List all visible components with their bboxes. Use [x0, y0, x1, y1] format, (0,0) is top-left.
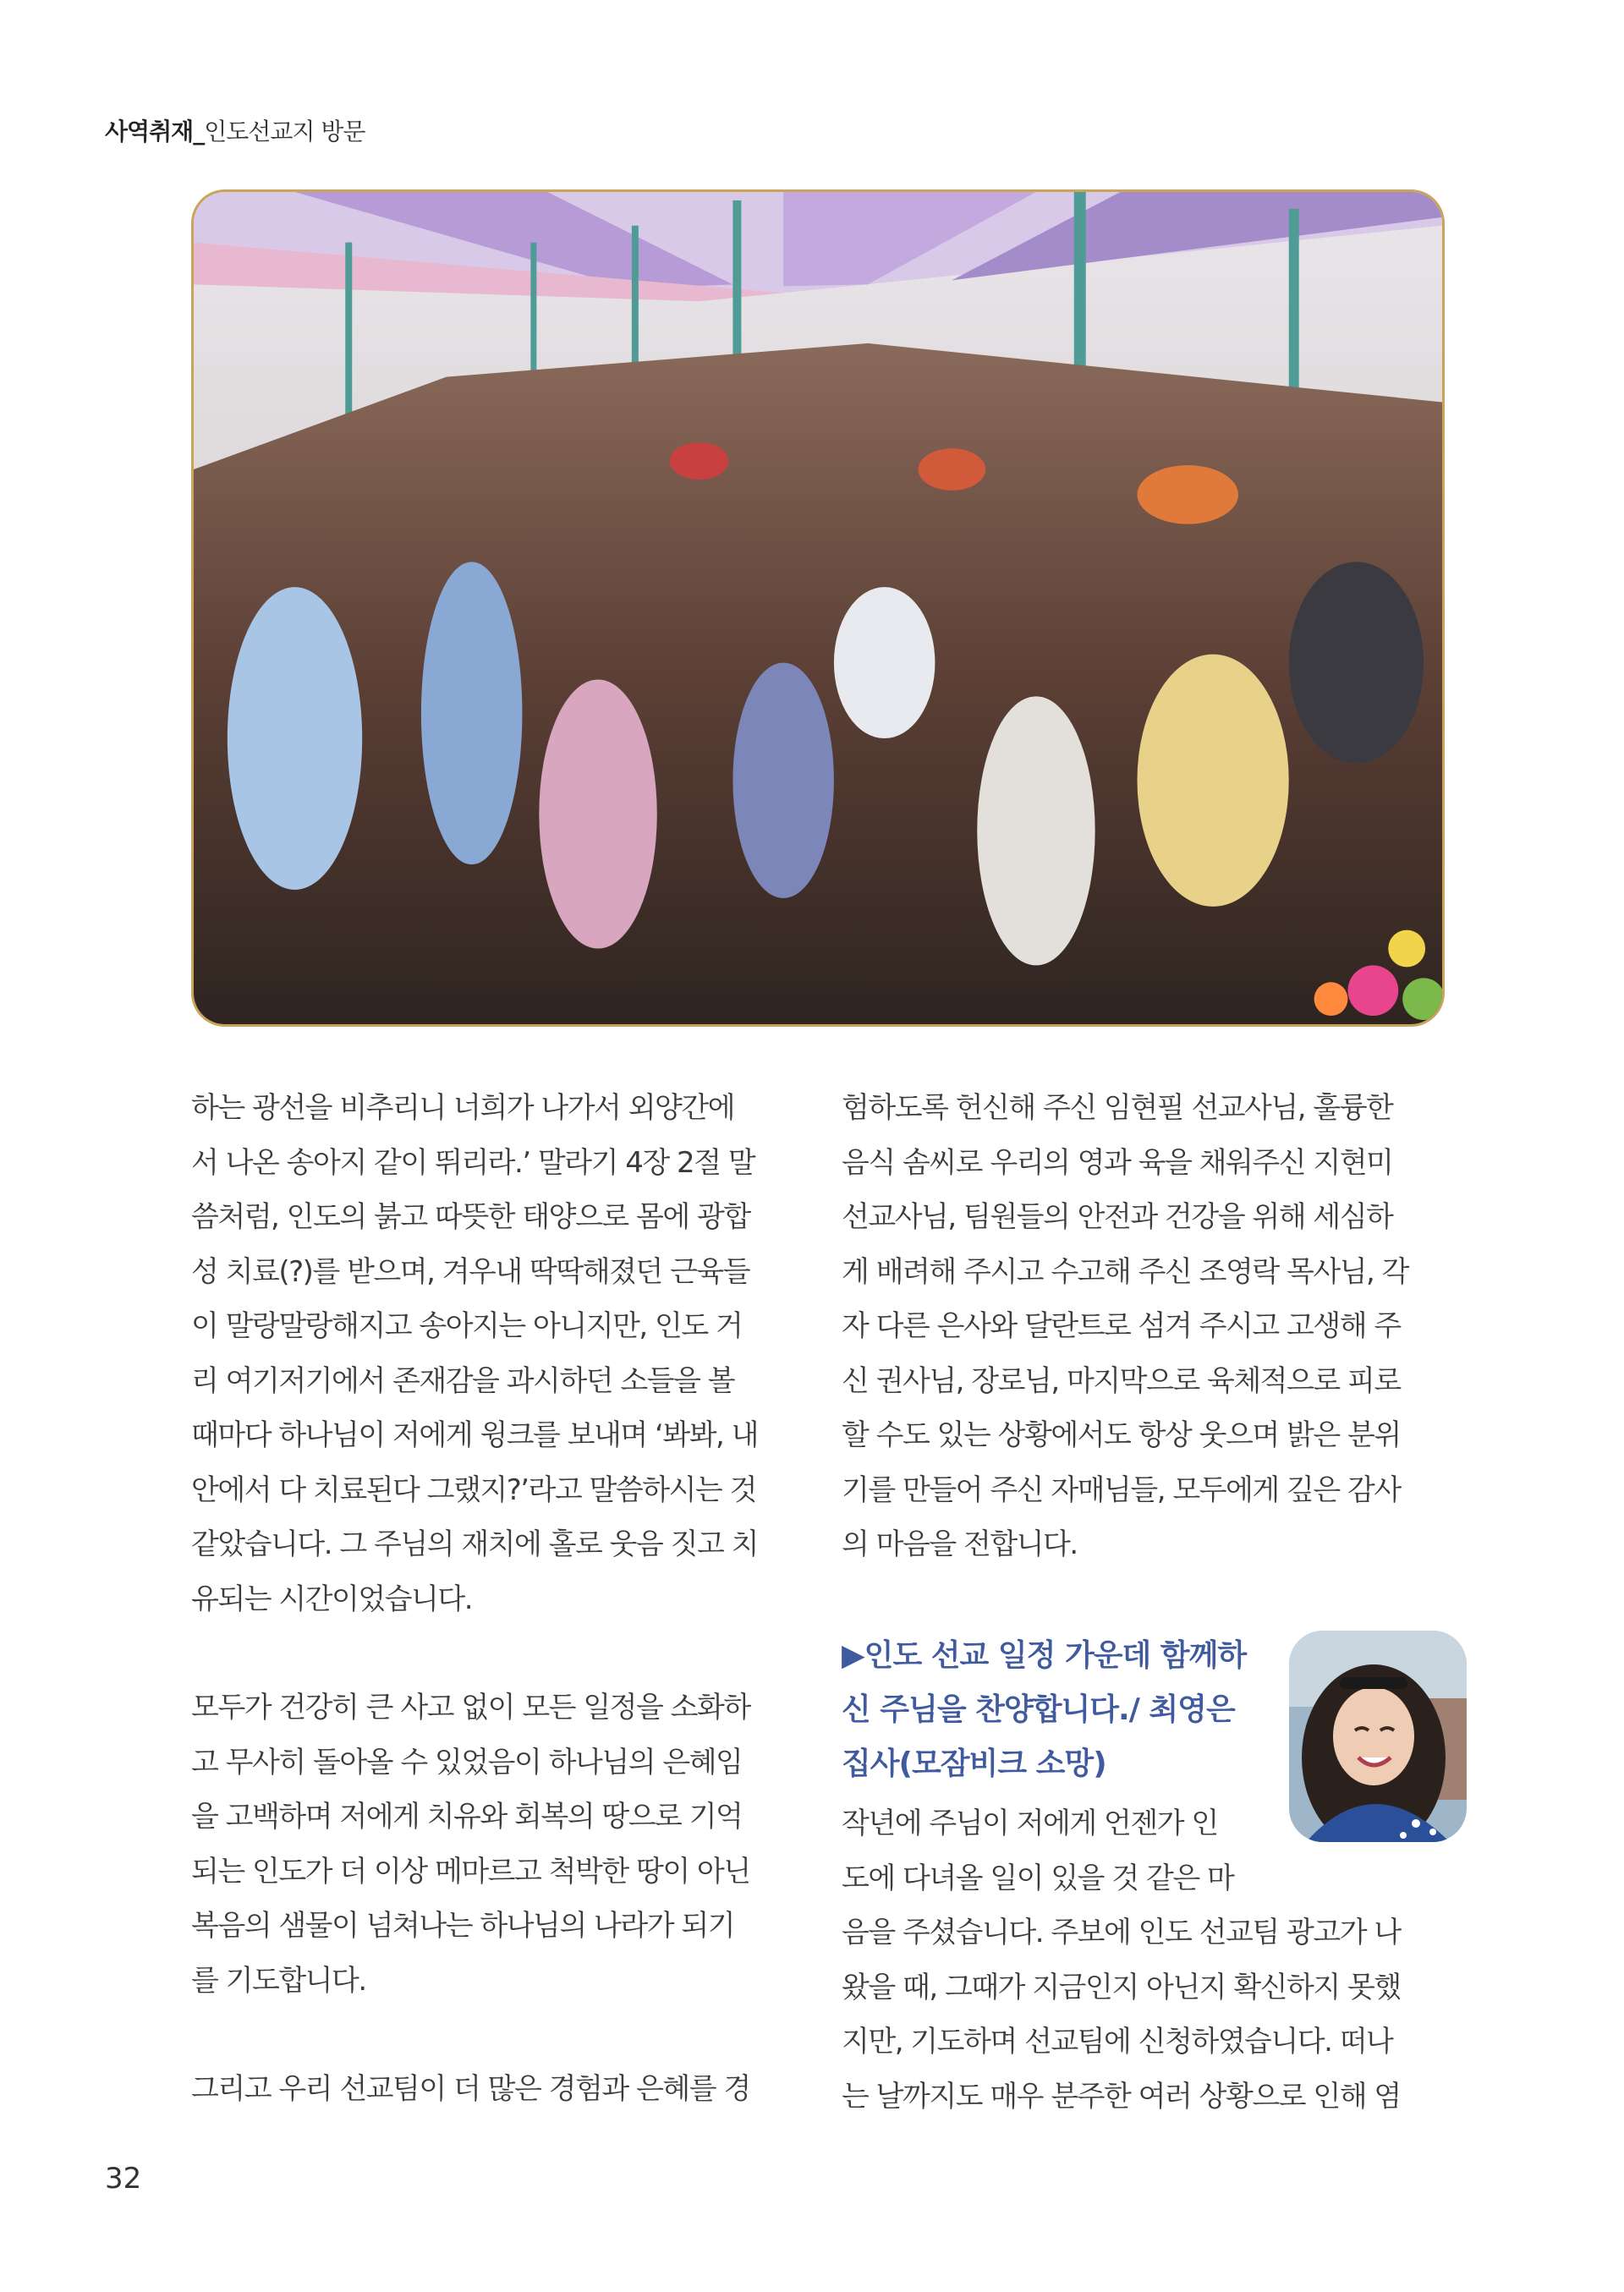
testimony-heading — [842, 1629, 1281, 1791]
left-column — [191, 1081, 792, 2117]
text-line: 작년에 주님이 저에게 언젠가 인 — [842, 1807, 1218, 1840]
right-paragraph-1 — [842, 1081, 1442, 1572]
text-line: 음을 주셨습니다. 주보에 인도 선교팀 광고가 나 — [842, 1916, 1401, 1949]
text-line: 의 마음을 전합니다. — [842, 1527, 1078, 1561]
testimony-short-lines — [842, 1796, 1265, 1905]
text-line: 험하도록 헌신해 주신 임현필 선교사님, 훌륭한 — [842, 1091, 1393, 1125]
text-line: 안에서 다 치료된다 그랬지?’라고 말씀하시는 것 — [191, 1472, 756, 1507]
text-line: 이 말랑말랑해지고 송아지는 아니지만, 인도 거 — [191, 1309, 743, 1343]
text-line: 유되는 시간이었습니다. — [191, 1582, 473, 1616]
text-line: 자 다른 은사와 달란트로 섬겨 주시고 고생해 주 — [842, 1309, 1401, 1343]
page-number: 32 — [105, 2162, 142, 2196]
text-line: 고 무사히 돌아올 수 있었음이 하나님의 은혜임 — [191, 1745, 743, 1779]
text-line: 서 나온 송아지 같이 뛰리라.’ 말라기 4장 2절 말 — [191, 1145, 755, 1180]
crowd-photo-illustration — [194, 192, 1442, 1024]
text-line: 를 기도합니다. — [191, 1963, 366, 1998]
text-line: 할 수도 있는 상황에서도 항상 웃으며 밝은 분위 — [842, 1418, 1401, 1452]
text-line: 지만, 기도하며 선교팀에 신청하였습니다. 떠나 — [842, 2025, 1393, 2059]
text-line: 같았습니다. 그 주님의 재치에 홀로 웃음 짓고 치 — [191, 1527, 758, 1561]
left-paragraph-1 — [191, 1081, 792, 1626]
text-line: 때마다 하나님이 저에게 윙크를 보내며 ‘봐봐, 내 — [191, 1418, 758, 1452]
section-subtitle: 인도선교지 방문 — [204, 118, 365, 145]
testimony-paragraph — [842, 1905, 1442, 2124]
left-paragraph-2 — [191, 1681, 792, 2008]
text-line: 모두가 건강히 큰 사고 없이 모든 일정을 소화하 — [191, 1691, 750, 1724]
section-header — [105, 113, 365, 147]
text-line: 게 배려해 주시고 수고해 주신 조영락 목사님, 각 — [842, 1254, 1408, 1289]
text-line: 는 날까지도 매우 분주한 여러 상황으로 인해 염 — [842, 2079, 1401, 2114]
right-column-testimony — [842, 1796, 1442, 2124]
text-line: 선교사님, 팀원들의 안전과 건강을 위해 세심하 — [842, 1200, 1393, 1234]
heading-line: 신 주님을 찬양합니다./ 최영은 — [842, 1692, 1235, 1727]
text-line: 신 권사님, 장로님, 마지막으로 육체적으로 피로 — [842, 1363, 1401, 1398]
text-line: 하는 광선을 비추리니 너희가 나가서 외양간에 — [191, 1091, 735, 1125]
right-column — [842, 1081, 1442, 1572]
text-line: 리 여기저기에서 존재감을 과시하던 소들을 볼 — [191, 1363, 735, 1398]
text-line: 기를 만들어 주신 자매님들, 모두에게 깊은 감사 — [842, 1472, 1401, 1507]
text-line: 되는 인도가 더 이상 메마르고 척박한 땅이 아닌 — [191, 1854, 750, 1889]
section-label: 사역취재_ — [105, 118, 205, 145]
heading-line: 집사(모잠비크 소망) — [842, 1746, 1106, 1781]
text-line: 씀처럼, 인도의 붉고 따뜻한 태양으로 몸에 광합 — [191, 1200, 750, 1234]
text-line: 을 고백하며 저에게 치유와 회복의 땅으로 기억 — [191, 1800, 743, 1834]
left-paragraph-3 — [191, 2062, 792, 2117]
heading-line: ▶인도 선교 일정 가운데 함께하 — [842, 1638, 1247, 1673]
text-line: 그리고 우리 선교팀이 더 많은 경험과 은혜를 경 — [191, 2072, 750, 2106]
text-line: 성 치료(?)를 받으며, 겨우내 딱딱해졌던 근육들 — [191, 1254, 750, 1289]
text-line: 음식 솜씨로 우리의 영과 육을 채워주신 지현미 — [842, 1145, 1393, 1180]
text-line: 복음의 샘물이 넘쳐나는 하나님의 나라가 되기 — [191, 1909, 735, 1943]
crowd-worship-photo — [191, 189, 1445, 1027]
text-line: 도에 다녀올 일이 있을 것 같은 마 — [842, 1861, 1234, 1895]
text-line: 왔을 때, 그때가 지금인지 아닌지 확신하지 못했 — [842, 1970, 1401, 2004]
